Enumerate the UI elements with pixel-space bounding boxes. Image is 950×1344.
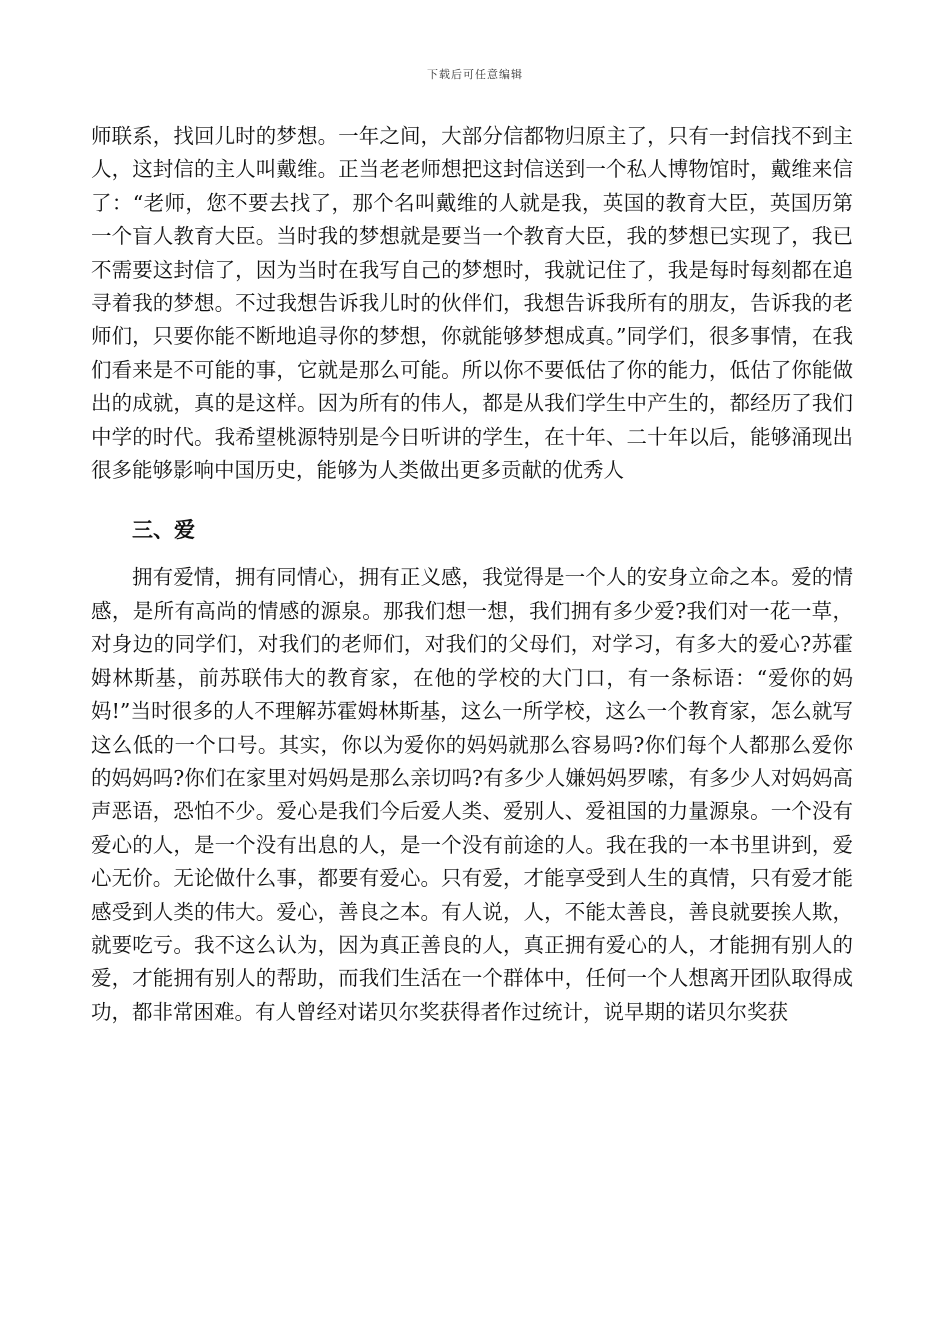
document-body	[91, 120, 853, 1029]
body-paragraph-love: 拥有爱情，拥有同情心，拥有正义感，我觉得是一个人的安身立命之本。爱的情感，是所有高尚的情感的源泉。那我们想一想，我们拥有多少爱?我们对一花一草，对身边的同学们，对我们的老师们，对我们的父母们，对学习，有多大的爱心?苏霍姆林斯基，前苏联伟大的教育家，在他的学校的大门口，有一条标语：“爱你的妈妈!”当时很多的人不理解苏霍姆林斯基，这么一所学校，这么一个教育家，怎么就写这么低的一个口号。其实，你以为爱你的妈妈就那么容易吗?你们每个人都那么爱你的妈妈吗?你们在家里对妈妈是那么亲切吗?有多少人嫌妈妈罗嗦，有多少人对妈妈高声恶语，恐怕不少。爱心是我们今后爱人类、爱别人、爱祖国的力量源泉。一个没有爱心的人，是一个没有出息的人，是一个没有前途的人。我在我的一本书里讲到，爱心无价。无论做什么事，都要有爱心。只有爱，才能享受到人生的真情，只有爱才能感受到人类的伟大。爱心，善良之本。有人说，人，不能太善良，善良就要挨人欺，就要吃亏。我不这么认为，因为真正善良的人，真正拥有爱心的人，才能拥有别人的爱，才能拥有别人的帮助，而我们生活在一个群体中，任何一个人想离开团队取得成功，都非常困难。有人曾经对诺贝尔奖获得者作过统计，说早期的诺贝尔奖获	[91, 565, 853, 1024]
body-paragraph-dream-continued: 师联系，找回儿时的梦想。一年之间，大部分信都物归原主了，只有一封信找不到主人，这封信的主人叫戴维。正当老老师想把这封信送到一个私人博物馆时，戴维来信了：“老师，您不要去找了，那个名叫戴维的人就是我，英国的教育大臣，英国历第一个盲人教育大臣。当时我的梦想就是要当一个教育大臣，我的梦想已实现了，我已不需要这封信了，因为当时在我写自己的梦想时，我就记住了，我是每时每刻都在追寻着我的梦想。不过我想告诉我儿时的伙伴们，我想告诉我所有的朋友，告诉我的老师们，只要你能不断地追寻你的梦想，你就能够梦想成真。”同学们，很多事情，在我们看来是不可能的事，它就是那么可能。所以你不要低估了你的能力，低估了你能做出的成就，真的是这样。因为所有的伟人，都是从我们学生中产生的，都经历了我们中学的时代。我希望桃源特别是今日听讲的学生，在十年、二十年以后，能够涌现出很多能够影响中国历史，能够为人类做出更多贡献的优秀人	[91, 124, 853, 483]
page-header-note: 下载后可任意编辑	[427, 68, 523, 81]
section-heading-love: 三、爱	[132, 517, 195, 543]
